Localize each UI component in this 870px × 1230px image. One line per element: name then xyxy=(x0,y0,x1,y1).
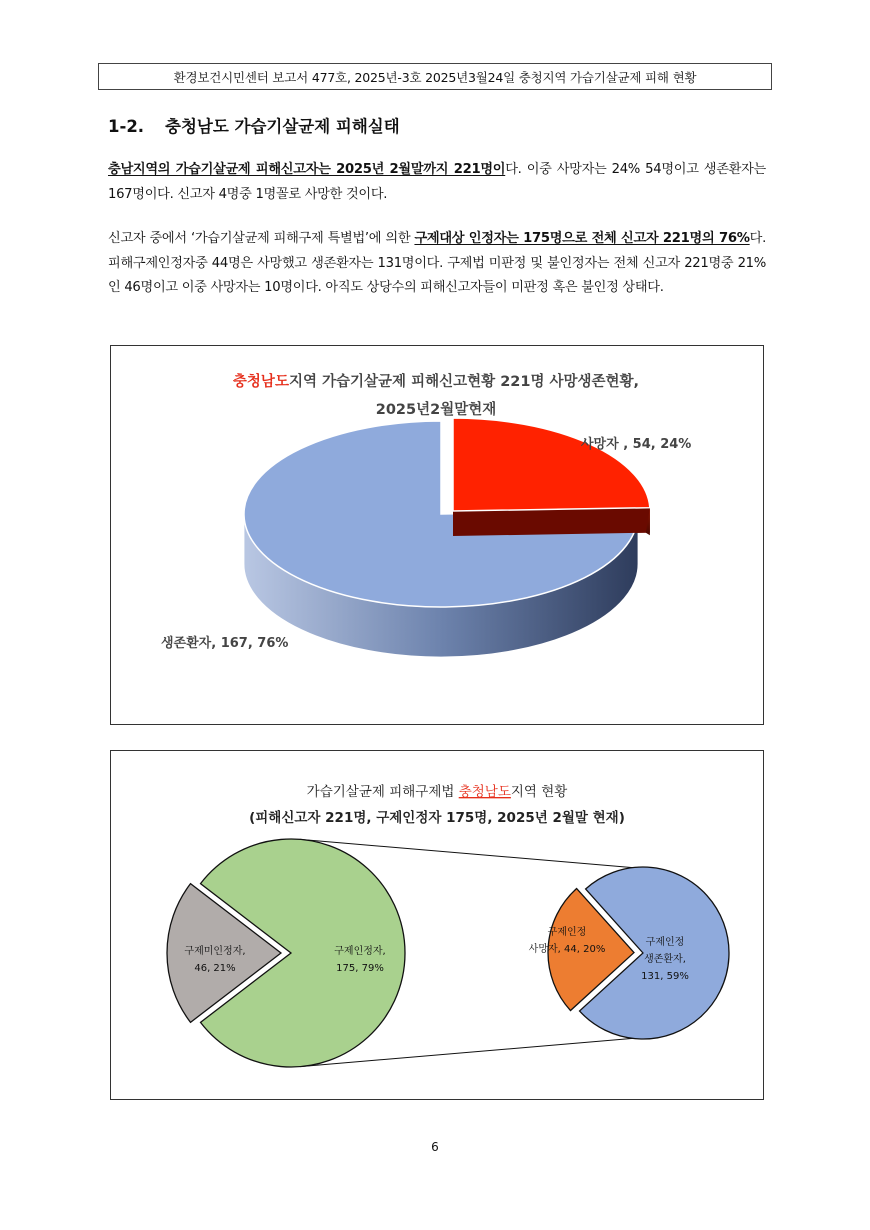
chart-1-title xyxy=(233,372,639,418)
chart-2-label-unrecognized-line-2: 46, 21% xyxy=(194,963,236,974)
chart-1-subtitle: 2025년2월말현재 xyxy=(375,402,497,418)
paragraph-2-pre: 신고자 중에서 ‘가습기살균제 피해구제 특별법’에 의한 xyxy=(108,231,415,246)
pie-chart-survival xyxy=(110,345,764,725)
chart-1-title-highlight: 충청남도 xyxy=(232,374,289,390)
paragraph-1-text: 다. 이중 사망자는 24% 54명이고 생존환자는 167명이다. 신고자 4명중 1명꼴로 사망한 것이다. xyxy=(108,162,766,202)
pie-chart-relief-svg xyxy=(111,751,762,1098)
pie-chart-survival-svg xyxy=(111,346,762,723)
paragraph-2-text: 다. 피해구제인정자중 44명은 사망했고 생존환자는 131명이다. 구제법 미판정 및 불인정자는 전체 신고자 221명중 21%인 46명이고 이중 사망자는 10명이다. 아직도 상당수의 피해신고자들이 미판정 혹은 불인정 상태다. xyxy=(108,231,766,295)
report-header xyxy=(98,63,772,90)
chart-1-slice-death xyxy=(453,418,650,511)
paragraph-2 xyxy=(108,227,766,301)
chart-2-title-post: 지역 현황 xyxy=(510,784,568,800)
section-title xyxy=(108,113,400,137)
chart-2-subtitle: (피해신고자 221명, 구제인정자 175명, 2025년 2월말 현재) xyxy=(249,810,625,826)
chart-2-title xyxy=(307,783,568,800)
chart-1-label-death: 사망자 , 54, 24% xyxy=(581,437,692,452)
chart-2-label-unrecognized-line-1: 구제미인정자, xyxy=(184,946,246,957)
chart-2-label-sub-survivor-line-3: 131, 59% xyxy=(641,971,689,982)
chart-2-label-sub-survivor-line-2: 생존환자, xyxy=(644,954,686,965)
chart-2-label-sub-death-line-1: 구제인정 xyxy=(547,927,587,938)
section-number: 1-2. xyxy=(108,117,145,136)
chart-2-label-sub-survivor-line-1: 구제인정 xyxy=(645,937,685,948)
page-number: 6 xyxy=(431,1140,439,1154)
chart-2-title-pre: 가습기살균제 피해구제법 xyxy=(306,784,459,800)
chart-2-title-highlight: 충청남도 xyxy=(458,784,511,800)
svg-text:충청남도지역 가습기살균제 피해신고현황 221명 사망생존 xyxy=(233,372,639,390)
paragraph-2-bold: 구제대상 인정자는 175명으로 전체 신고자 221명의 76% xyxy=(414,231,750,246)
chart-1-title-rest: 지역 가습기살균제 피해신고현황 221명 사망생존현황, xyxy=(288,374,640,390)
pie-chart-relief xyxy=(110,750,764,1100)
section-title-text: 충청남도 가습기살균제 피해실태 xyxy=(165,117,400,136)
chart-2-label-recognized-line-1: 구제인정자, xyxy=(334,946,386,957)
paragraph-1-bold: 충남지역의 가습기살균제 피해신고자는 2025년 2월말까지 221명이 xyxy=(108,162,506,177)
paragraph-1 xyxy=(108,158,766,207)
report-header-text: 환경보건시민센터 보고서 477호, 2025년-3호 2025년3월24일 충청지역 가습기살균제 피해 현황 xyxy=(173,69,697,85)
chart-2-label-recognized-line-2: 175, 79% xyxy=(336,963,384,974)
chart-1-pie xyxy=(244,418,650,657)
chart-1-slice-death-cut xyxy=(453,508,650,536)
chart-1-label-survivor: 생존환자, 167, 76% xyxy=(161,636,289,651)
chart-2-label-sub-death-line-2: 사망자, 44, 20% xyxy=(528,944,606,955)
